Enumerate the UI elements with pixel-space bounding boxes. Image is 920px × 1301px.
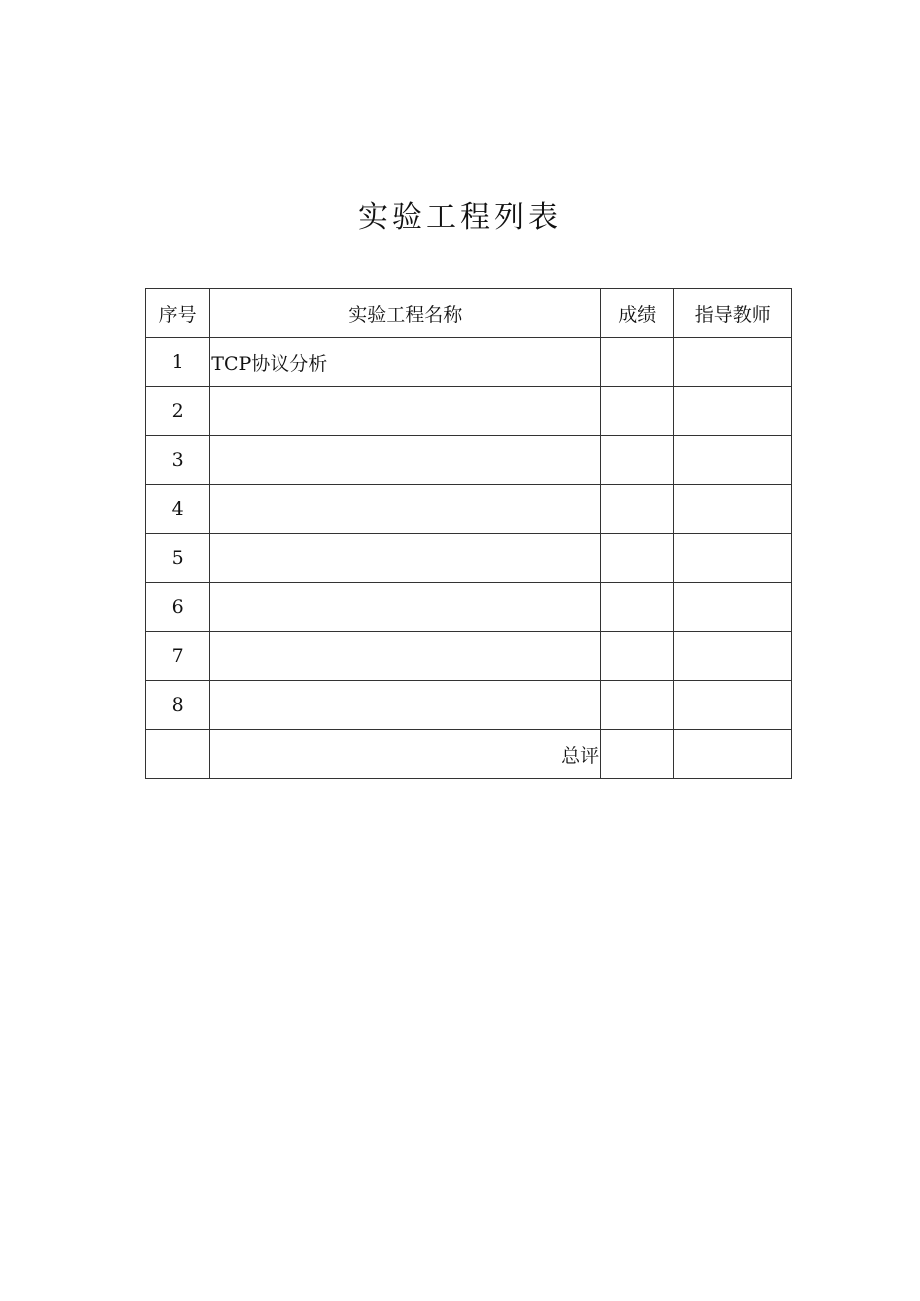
row-no: 2 (146, 387, 210, 436)
row-name: TCP协议分析 (210, 338, 601, 387)
row-teacher (674, 338, 792, 387)
table-row (146, 534, 792, 583)
row-no: 8 (146, 681, 210, 730)
table-row (146, 436, 792, 485)
row-teacher (674, 534, 792, 583)
row-teacher (674, 485, 792, 534)
header-name: 实验工程名称 (210, 289, 601, 338)
row-no: 6 (146, 583, 210, 632)
row-name (210, 387, 601, 436)
row-name (210, 436, 601, 485)
row-score (601, 485, 674, 534)
row-no: 5 (146, 534, 210, 583)
row-name (210, 534, 601, 583)
header-teacher: 指导教师 (674, 289, 792, 338)
row-teacher (674, 583, 792, 632)
row-score (601, 583, 674, 632)
row-name (210, 681, 601, 730)
row-name (210, 485, 601, 534)
row-score (601, 387, 674, 436)
row-teacher (674, 681, 792, 730)
table-row (146, 485, 792, 534)
row-score (601, 534, 674, 583)
row-no: 3 (146, 436, 210, 485)
row-teacher (674, 387, 792, 436)
header-score: 成绩 (601, 289, 674, 338)
row-teacher (674, 436, 792, 485)
header-no: 序号 (146, 289, 210, 338)
summary-score (601, 730, 674, 779)
row-score (601, 632, 674, 681)
row-score (601, 338, 674, 387)
summary-row (146, 730, 792, 779)
row-teacher (674, 632, 792, 681)
table-row (146, 387, 792, 436)
row-no: 4 (146, 485, 210, 534)
row-no: 1 (146, 338, 210, 387)
row-score (601, 436, 674, 485)
summary-no-cell (146, 730, 210, 779)
row-name (210, 583, 601, 632)
summary-label: 总评 (210, 730, 601, 779)
page-title: 实验工程列表 (358, 200, 562, 235)
row-score (601, 681, 674, 730)
summary-teacher (674, 730, 792, 779)
table-header-row (146, 289, 792, 338)
row-no: 7 (146, 632, 210, 681)
table-row (146, 681, 792, 730)
row-name (210, 632, 601, 681)
table-row (146, 338, 792, 387)
project-table (145, 288, 792, 779)
table-row (146, 632, 792, 681)
table-row (146, 583, 792, 632)
